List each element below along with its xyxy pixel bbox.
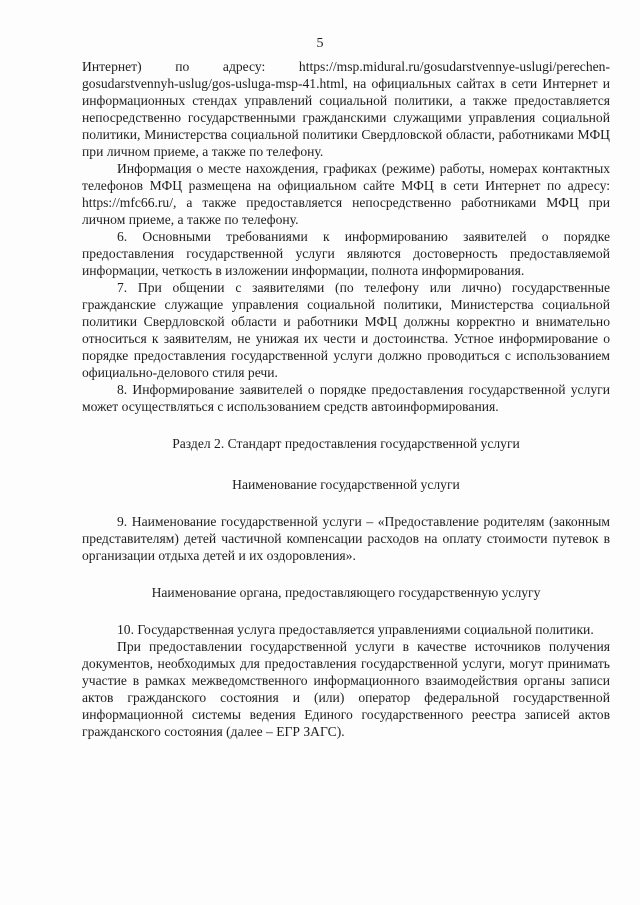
document-body [82, 58, 610, 740]
paragraph-11: При предоставлении государственной услуги в качестве источников получения документов, необходимых для предоставления государственной услуги, могут принимать участие в рамках межведомственного информационного взаимодействия органы записи актов гражданского состояния и (или) оператор федеральной государственной информационной системы ведения Единого государственного реестра записей актов гражданского состояния (далее – ЕГР ЗАГС). [82, 639, 610, 739]
paragraph-10: 10. Государственная услуга предоставляется управлениями социальной политики. [117, 622, 594, 637]
subheading-authority: Наименование органа, предоставляющего государственную услугу [151, 585, 541, 600]
section-heading: Раздел 2. Стандарт предоставления государственной услуги [172, 436, 520, 451]
page-number: 5 [316, 36, 324, 51]
subheading-service-name: Наименование государственной услуги [232, 477, 460, 492]
paragraph-9: 9. Наименование государственной услуги – «Предоставление родителям (законным представителям) детей частичной компенсации расходов на оплату стоимости путевок в организации отдыха детей и их оздоровления». [82, 514, 610, 563]
paragraph-internet-address: Интернет) по адресу: https://msp.midural.ru/gosudarstvennye-uslugi/perechen-gosudarstvennyh-uslug/gos-usluga-msp-41.html, на официальных сайтах в сети Интернет и информационных стендах управлений социальной политики, а также предоставляется непосредственно государственными гражданскими служащими управления социальной политики, Министерства социальной политики Свердловской области, работниками МФЦ при личном приеме, а также по телефону. [82, 59, 610, 159]
paragraph-8: 8. Информирование заявителей о порядке предоставления государственной услуги может осуществляться с использованием средств автоинформирования. [82, 382, 610, 414]
paragraph-mfc-info: Информация о месте нахождения, графиках (режиме) работы, номерах контактных телефонов МФЦ размещена на официальном сайте МФЦ в сети Интернет по адресу: https://mfc66.ru/, а также предоставляется непосредственно работниками МФЦ при личном приеме, а также по телефону. [82, 161, 610, 227]
paragraph-7: 7. При общении с заявителями (по телефону или лично) государственные гражданские служащие управления социальной политики, Министерства социальной политики Свердловской области и работники МФЦ должны корректно и внимательно относиться к заявителям, не унижая их чести и достоинства. Устное информирование о порядке предоставления государственной услуги должно проводиться с использованием официально-делового стиля речи. [82, 280, 610, 380]
paragraph-6: 6. Основными требованиями к информированию заявителей о порядке предоставления государственной услуги являются достоверность предоставляемой информации, четкость в изложении информации, полнота информирования. [82, 229, 610, 278]
